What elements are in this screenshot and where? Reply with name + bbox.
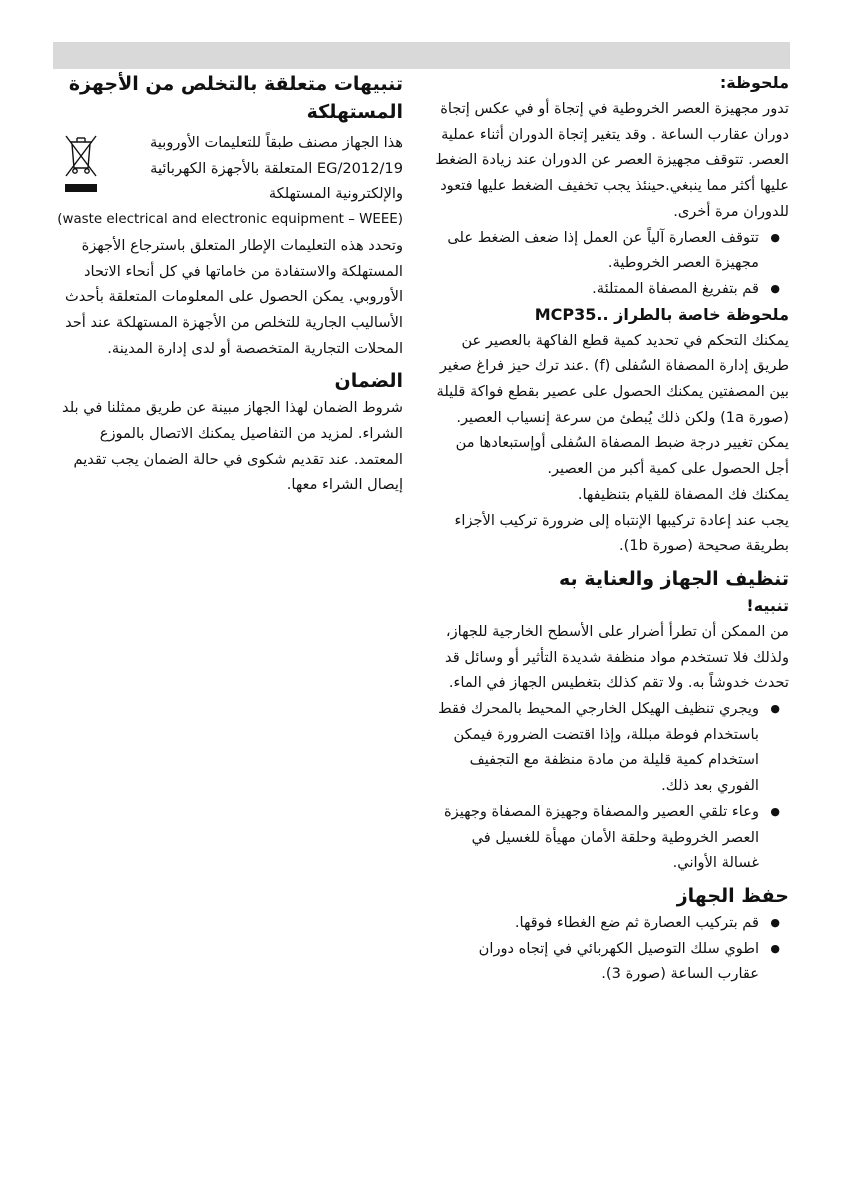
mcp35-heading: ملحوظة خاصة بالطراز ..MCP35	[534, 304, 789, 324]
note-heading: ملحوظة:	[719, 73, 789, 92]
list-item	[433, 276, 789, 302]
list-item	[433, 936, 789, 987]
caution-heading: تنبيه!	[746, 595, 789, 615]
disposal-text: وتحدد هذه التعليمات الإطار المتعلق باسترجاع الأجهزة المستهلكة والاستفادة من خاماتها في كل أنحاء الاتحاد الأوروبي. يمكن الحصول على المعلومات المتعلقة بأحدث الأساليب الجارية للتخلص من الأجهزة المستهلكة عند أحد المحلات التجارية المتخصصة أو لدى إدارة المدينة.	[64, 236, 403, 357]
note-bullet-list	[433, 225, 789, 302]
list-item	[433, 696, 789, 799]
list-item-text: اطوي سلك التوصيل الكهربائي في إتجاه دوران عقارب الساعة (صورة 3).	[478, 939, 759, 983]
crossed-out-wheelie-bin-icon	[63, 132, 99, 207]
list-item	[433, 910, 789, 936]
warranty-heading: الضمان	[334, 370, 403, 393]
bullet-icon: ●	[770, 281, 780, 295]
bullet-icon: ●	[770, 915, 780, 929]
header-bar	[53, 42, 790, 69]
list-item-text: وعاء تلقي العصير والمصفاة وجهيزة المصفاة وجهيزة العصر الخروطية وحلقة الأمان مهيأة للغسيل في غسالة الأواني.	[444, 802, 759, 872]
list-item-text: ويجري تنظيف الهيكل الخارجي المحيط بالمحرك فقط باستخدام فوطة مبللة، وإذا اقتضت الضرورة فيمكن استخدام كمية قليلة من مادة منظفة مع التجفيف الفوري بعد ذلك.	[438, 700, 759, 795]
mcp35-paragraph-3: يمكنك فك المصفاة للقيام بتنظيفها.	[577, 485, 789, 503]
caution-text: من الممكن أن تطرأ أضرار على الأسطح الخارجية للجهاز، ولذلك فلا تستخدم مواد منظفة شديدة التأثير أو وسائل قد تحدث خدوشاً به. ولا تقم كذلك بتغطيس الجهاز في الماء.	[445, 622, 789, 692]
mcp35-paragraph-2: يمكن تغيير درجة ضبط المصفاة السُفلى أوإستبعادها من أجل الحصول على كمية أكبر من العصير.	[455, 434, 789, 478]
weee-block	[53, 130, 403, 207]
cleaning-heading: تنظيف الجهاز والعناية به	[559, 567, 789, 590]
warranty-text: شروط الضمان لهذا الجهاز مبينة عن طريق ممثلنا في بلد الشراء. لمزيد من التفاصيل يمكنك الاتصال بالموزع المعتمد. عند تقديم شكوى في حالة الضمان يجب تقديم إيصال الشراء معها.	[62, 399, 403, 494]
disposal-heading: تنبيهات متعلقة بالتخلص من الأجهزة المستهلكة	[68, 73, 403, 123]
cleaning-bullet-list	[433, 696, 789, 876]
bullet-icon: ●	[770, 702, 780, 716]
weee-text: هذا الجهاز مصنف طبقاً للتعليمات الأوروبية 2012/19/EG المتعلقة بالأجهزة الكهربائية والإلكترونية المستهلكة	[150, 134, 403, 203]
mcp35-paragraph-1: يمكنك التحكم في تحديد كمية قطع الفاكهة بالعصير عن طريق إدارة المصفاة السُفلى (f) .عند ترك حيز فراغ صغير بين المصفتين يمكنك الحصول على عصير بقطع فواكة قليلة (صورة 1a) ولكن ذلك يُبطئ من سرعة إنسياب العصير.	[436, 331, 789, 426]
mcp35-paragraph-4: يجب عند إعادة تركيبها الإنتباه إلى ضرورة تركيب الأجزاء بطريقة صحيحة (صورة 1b).	[454, 511, 789, 555]
list-item-text: قم بتركيب العصارة ثم ضع الغطاء فوقها.	[514, 913, 759, 931]
list-item	[433, 225, 789, 276]
list-item	[433, 799, 789, 876]
storage-heading: حفظ الجهاز	[676, 884, 789, 907]
list-item-text: قم بتفريغ المصفاة الممتلئة.	[592, 279, 759, 297]
storage-bullet-list	[433, 910, 789, 987]
right-column	[433, 70, 789, 987]
bullet-icon: ●	[770, 804, 780, 818]
left-column	[53, 70, 403, 498]
list-item-text: تتوقف العصارة آلياً عن العمل إذا ضعف الضغط على مجهيزة العصر الخروطية.	[447, 228, 759, 272]
bullet-icon: ●	[770, 230, 780, 244]
note-text: تدور مجهيزة العصر الخروطية في إتجاة أو في عكس إتجاة دوران عقارب الساعة . وقد يتغير إتجاة الدوران أثناء عملية العصر. تتوقف مجهيزة العصر عن الدوران عند زيادة الضغط عليها أكثر مما ينبغي.حينئذ يجب تخفيف الضغط عليها فتعود للدوران مرة أخرى.	[435, 100, 789, 220]
bullet-icon: ●	[770, 941, 780, 955]
weee-english-line: (waste electrical and electronic equipment – WEEE)	[57, 212, 403, 228]
